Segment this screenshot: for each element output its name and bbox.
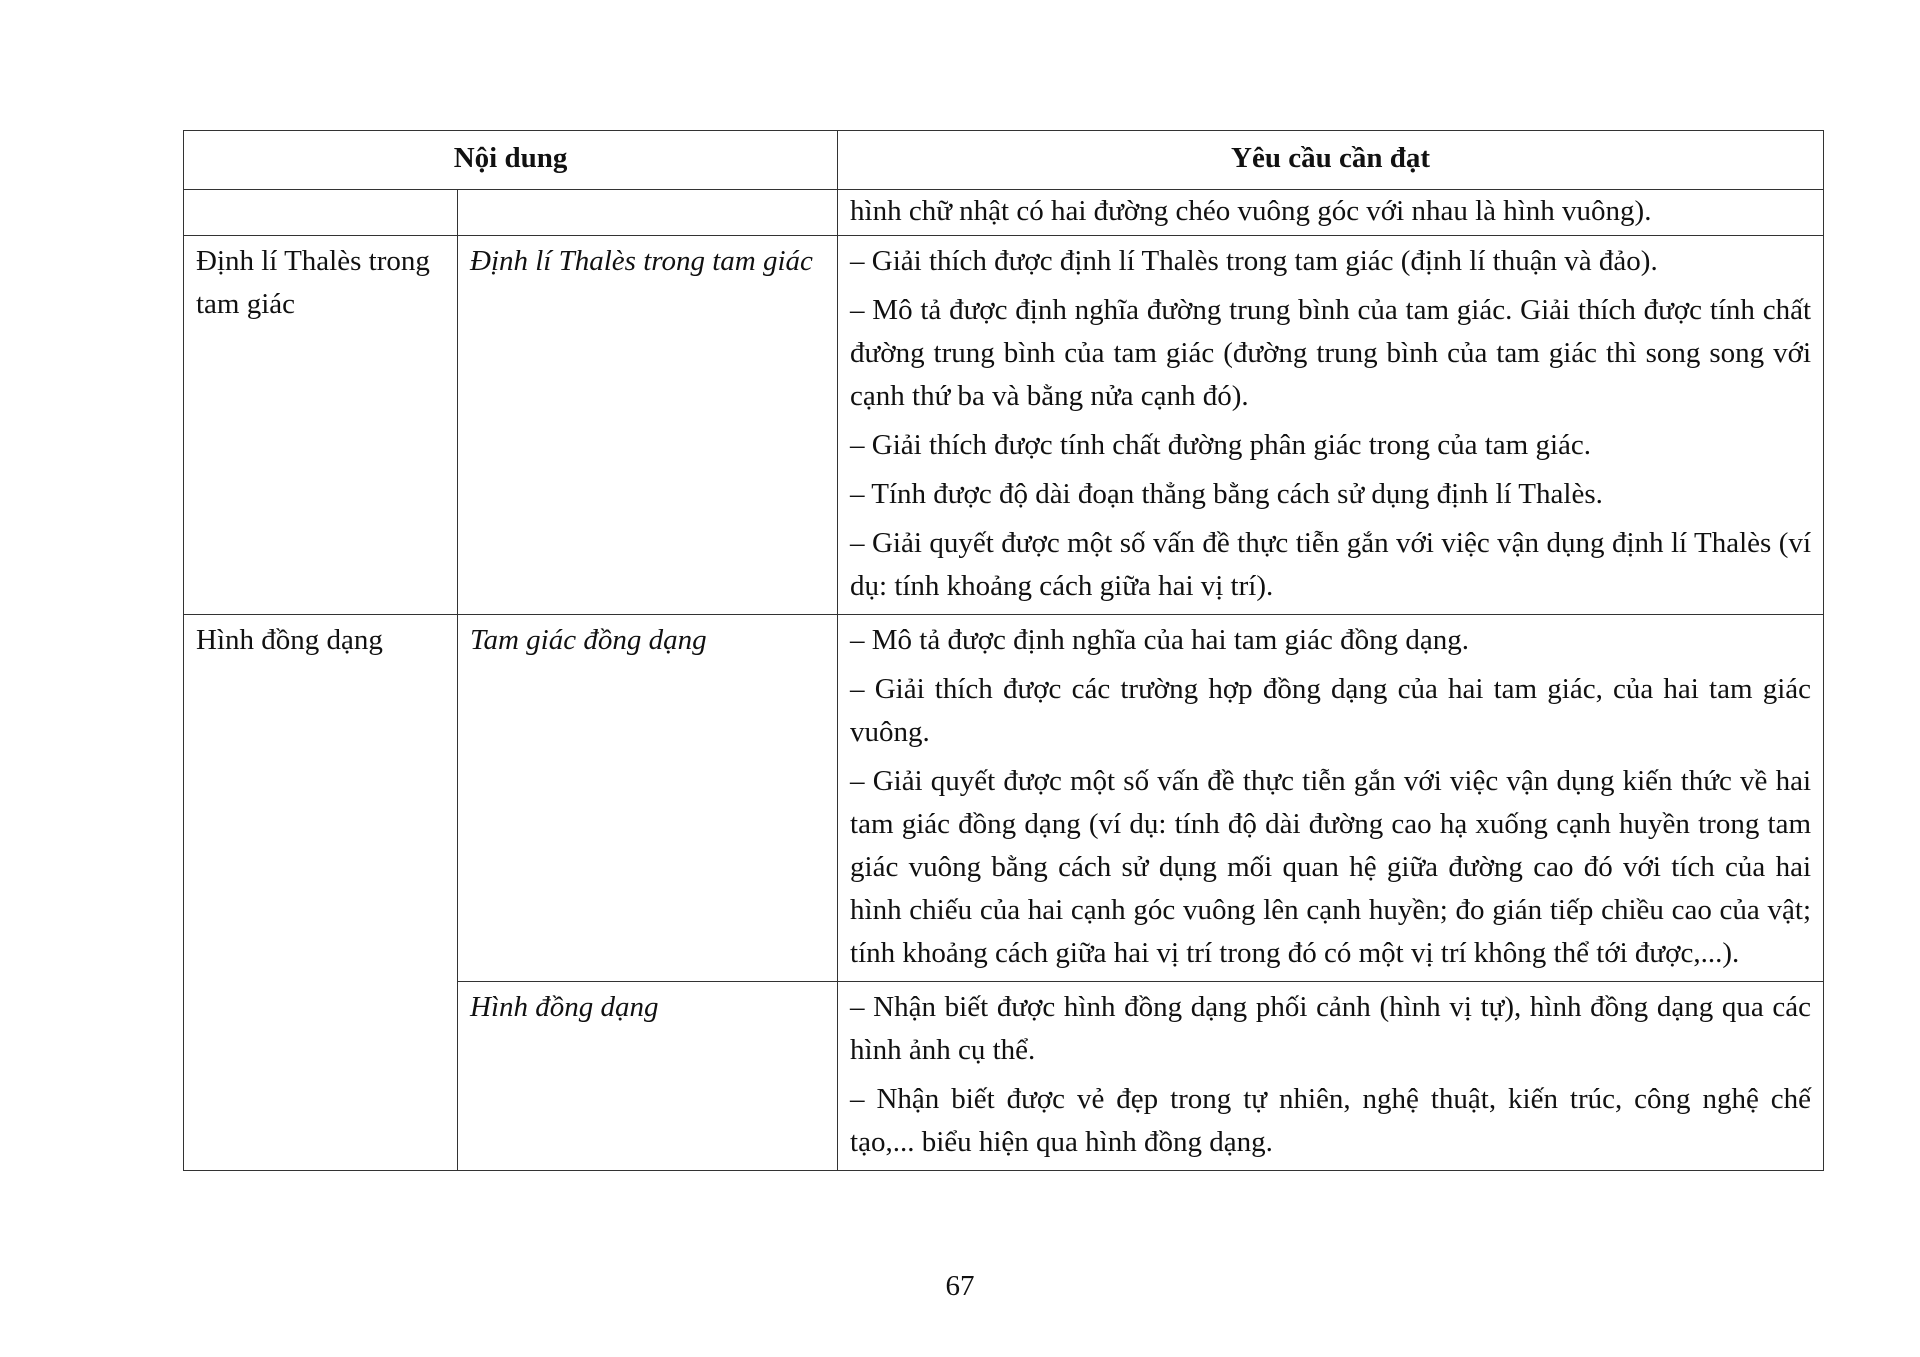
topic-cell: Định lí Thalès trong tam giác bbox=[184, 236, 458, 615]
requirement-item: – Mô tả được định nghĩa của hai tam giác đồng dạng. bbox=[850, 624, 1469, 656]
table-row-similar-triangles bbox=[184, 615, 1824, 982]
requirement-item: – Giải quyết được một số vấn đề thực tiễn gắn với việc vận dụng kiến thức về hai tam giác đồng dạng (ví dụ: tính độ dài đường cao hạ xuống cạnh huyền trong tam giác vuông bằng cách sử dụng mối quan hệ giữa đường cao đó với tích của hai hình chiếu của hai cạnh góc vuông lên cạnh huyền; đo gián tiếp chiều cao của vật; tính khoảng cách giữa hai vị trí trong đó có một vị trí không thể tới được,...). bbox=[850, 765, 1812, 969]
table-header-row bbox=[184, 131, 1824, 190]
subtopic-cell bbox=[458, 190, 838, 236]
requirement-item: – Giải thích được định lí Thalès trong tam giác (định lí thuận và đảo). bbox=[850, 245, 1658, 277]
header-requirements: Yêu cầu cần đạt bbox=[838, 131, 1824, 190]
requirements-cell bbox=[838, 236, 1824, 615]
requirements-cell bbox=[838, 615, 1824, 982]
page-number: 67 bbox=[945, 1270, 975, 1302]
curriculum-table bbox=[183, 130, 1824, 1171]
table-row-continuation bbox=[184, 190, 1824, 236]
requirement-item: – Nhận biết được vẻ đẹp trong tự nhiên, nghệ thuật, kiến trúc, công nghệ chế tạo,... biểu hiện qua hình đồng dạng. bbox=[850, 1083, 1812, 1158]
requirement-item: – Giải thích được các trường hợp đồng dạng của hai tam giác, của hai tam giác vuông. bbox=[850, 673, 1812, 748]
subtopic-cell: Tam giác đồng dạng bbox=[458, 615, 838, 982]
requirements-cell bbox=[838, 982, 1824, 1171]
requirement-item: – Nhận biết được hình đồng dạng phối cảnh (hình vị tự), hình đồng dạng qua các hình ảnh cụ thể. bbox=[850, 991, 1812, 1066]
topic-cell: Hình đồng dạng bbox=[184, 615, 458, 1171]
subtopic-cell: Hình đồng dạng bbox=[458, 982, 838, 1171]
requirement-item: – Giải thích được tính chất đường phân giác trong của tam giác. bbox=[850, 429, 1591, 461]
topic-cell bbox=[184, 190, 458, 236]
requirement-item: hình chữ nhật có hai đường chéo vuông góc với nhau là hình vuông). bbox=[850, 195, 1652, 227]
header-content: Nội dung bbox=[184, 131, 838, 190]
table-row-thales bbox=[184, 236, 1824, 615]
requirement-item: – Tính được độ dài đoạn thẳng bằng cách sử dụng định lí Thalès. bbox=[850, 478, 1603, 510]
requirements-cell bbox=[838, 190, 1824, 236]
requirement-item: – Giải quyết được một số vấn đề thực tiễn gắn với việc vận dụng định lí Thalès (ví dụ: tính khoảng cách giữa hai vị trí). bbox=[850, 527, 1812, 602]
subtopic-cell: Định lí Thalès trong tam giác bbox=[458, 236, 838, 615]
requirement-item: – Mô tả được định nghĩa đường trung bình của tam giác. Giải thích được tính chất đường trung bình của tam giác (đường trung bình của tam giác thì song song với cạnh thứ ba và bằng nửa cạnh đó). bbox=[850, 294, 1812, 412]
